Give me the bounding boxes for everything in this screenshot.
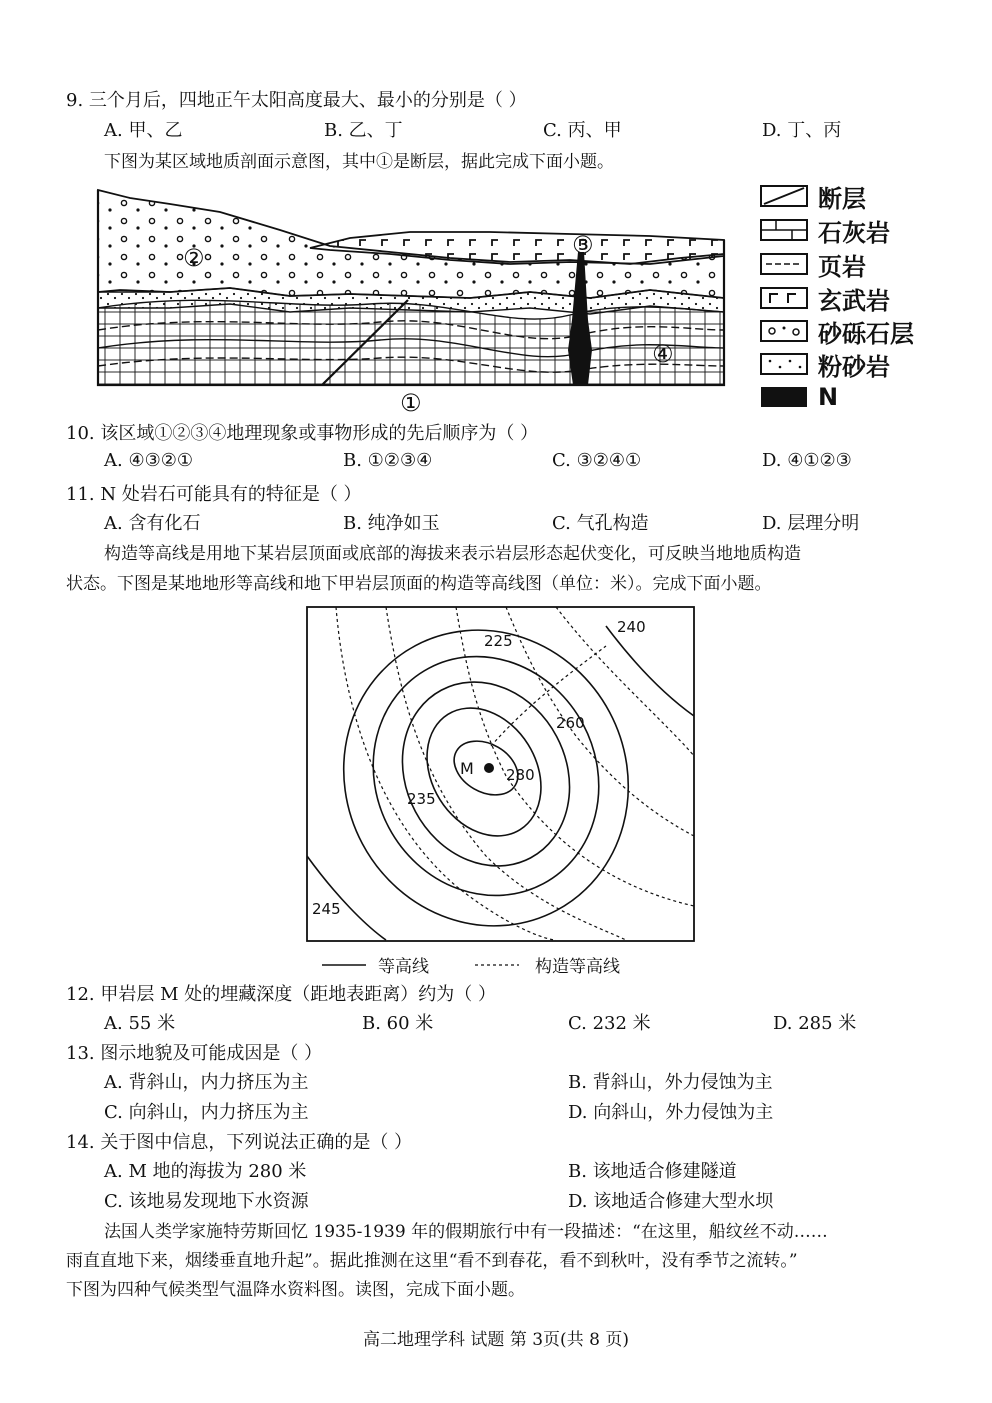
q9-option-c[interactable]: C. 丙、甲	[543, 120, 622, 141]
fault-swatch-icon	[760, 185, 808, 207]
q10-option-a[interactable]: A. ④③②①	[104, 450, 193, 471]
legend-limestone-label: 石灰岩	[818, 218, 890, 247]
question-13: 13. 图示地貌及可能成因是（ ）	[66, 1043, 323, 1064]
question-14: 14. 关于图中信息，下列说法正确的是（ ）	[66, 1132, 413, 1153]
legend-shale-label: 页岩	[818, 252, 866, 281]
q11-option-d[interactable]: D. 层理分明	[762, 513, 860, 534]
legend-basalt	[760, 283, 890, 313]
legend-basalt-label: 玄武岩	[818, 286, 890, 315]
q13-option-b[interactable]: B. 背斜山，外力侵蚀为主	[568, 1072, 773, 1093]
solid-line-icon	[320, 960, 368, 970]
legend-n-label: N	[818, 383, 839, 411]
legend-solid-label: 等高线	[378, 957, 429, 977]
q10-option-b[interactable]: B. ①②③④	[343, 450, 433, 471]
q12-option-b[interactable]: B. 60 米	[362, 1013, 434, 1034]
legend-gravel	[760, 316, 914, 346]
marker-3: ③	[572, 231, 594, 259]
q14-option-a[interactable]: A. M 地的海拔为 280 米	[104, 1161, 307, 1182]
q12-option-a[interactable]: A. 55 米	[104, 1013, 176, 1034]
intro-climate-line-3: 下图为四种气候类型气温降水资料图。读图，完成下面小题。	[66, 1280, 525, 1300]
legend-fault	[760, 181, 866, 211]
q12-option-d[interactable]: D. 285 米	[773, 1013, 857, 1034]
question-10: 10. 该区域①②③④地理现象或事物形成的先后顺序为（ ）	[66, 423, 539, 444]
legend-dashed-label: 构造等高线	[535, 957, 620, 977]
contour-map-figure	[306, 606, 696, 944]
q13-option-a[interactable]: A. 背斜山，内力挤压为主	[104, 1072, 309, 1093]
marker-4: ④	[652, 340, 674, 368]
contour-legend	[320, 952, 620, 977]
intro-climate-line-2: 雨直直地下来，烟缕垂直地升起”。据此推测在这里“看不到春花，看不到秋叶，没有季节之流转。”	[66, 1251, 798, 1271]
intro-contour-line-1: 构造等高线是用地下某岩层顶面或底部的海拔来表示岩层形态起伏变化，可反映当地地质构造	[104, 544, 801, 564]
legend-gravel-label: 砂砾石层	[818, 319, 914, 348]
q10-option-d[interactable]: D. ④①②③	[762, 450, 852, 471]
geologic-section-figure	[90, 180, 740, 415]
q10-option-c[interactable]: C. ③②④①	[552, 450, 642, 471]
legend-siltstone-label: 粉砂岩	[818, 352, 890, 381]
legend-fault-label: 断层	[818, 184, 866, 213]
legend-n	[760, 382, 838, 412]
q11-option-a[interactable]: A. 含有化石	[104, 513, 201, 534]
q14-option-b[interactable]: B. 该地适合修建隧道	[568, 1161, 737, 1182]
limestone-swatch-icon	[760, 219, 808, 241]
dashed-line-icon	[473, 960, 521, 970]
q9-option-a[interactable]: A. 甲、乙	[104, 120, 183, 141]
point-m-label: M	[460, 759, 474, 778]
legend-siltstone	[760, 349, 890, 379]
contour-label-240: 240	[617, 618, 646, 636]
q9-option-d[interactable]: D. 丁、丙	[762, 120, 842, 141]
q11-option-b[interactable]: B. 纯净如玉	[343, 513, 440, 534]
legend-limestone	[760, 215, 890, 245]
n-swatch-icon	[760, 386, 808, 408]
gravel-swatch-icon	[760, 320, 808, 342]
q12-option-c[interactable]: C. 232 米	[568, 1013, 651, 1034]
marker-2: ②	[183, 244, 205, 272]
contour-label-245: 245	[312, 900, 341, 918]
q13-option-d[interactable]: D. 向斜山，外力侵蚀为主	[568, 1102, 774, 1123]
contour-label-260: 260	[556, 714, 585, 732]
page-footer: 高二地理学科 试题 第 3页(共 8 页)	[363, 1330, 629, 1350]
question-11: 11. N 处岩石可能具有的特征是（ ）	[66, 484, 362, 505]
point-m-marker	[484, 763, 494, 773]
shale-swatch-icon	[760, 253, 808, 275]
contour-label-235: 235	[407, 790, 436, 808]
siltstone-swatch-icon	[760, 353, 808, 375]
question-9: 9. 三个月后，四地正午太阳高度最大、最小的分别是（ ）	[66, 90, 527, 111]
contour-label-225: 225	[484, 632, 513, 650]
q9-option-b[interactable]: B. 乙、丁	[324, 120, 403, 141]
intro-contour-line-2: 状态。下图是某地地形等高线和地下甲岩层顶面的构造等高线图（单位：米）。完成下面小题。	[66, 574, 772, 594]
q13-option-c[interactable]: C. 向斜山，内力挤压为主	[104, 1102, 309, 1123]
intro-geologic-section: 下图为某区域地质剖面示意图，其中①是断层，据此完成下面小题。	[104, 152, 614, 172]
legend-shale	[760, 249, 866, 279]
intro-climate-line-1: 法国人类学家施特劳斯回忆 1935-1939 年的假期旅行中有一段描述：“在这里，船纹丝不动……	[104, 1222, 828, 1242]
fault-marker: ①	[400, 389, 422, 417]
q14-option-c[interactable]: C. 该地易发现地下水资源	[104, 1191, 309, 1212]
contour-label-280: 280	[506, 766, 535, 784]
basalt-swatch-icon	[760, 287, 808, 309]
question-12: 12. 甲岩层 M 处的埋藏深度（距地表距离）约为（ ）	[66, 984, 496, 1005]
q11-option-c[interactable]: C. 气孔构造	[552, 513, 649, 534]
q14-option-d[interactable]: D. 该地适合修建大型水坝	[568, 1191, 774, 1212]
